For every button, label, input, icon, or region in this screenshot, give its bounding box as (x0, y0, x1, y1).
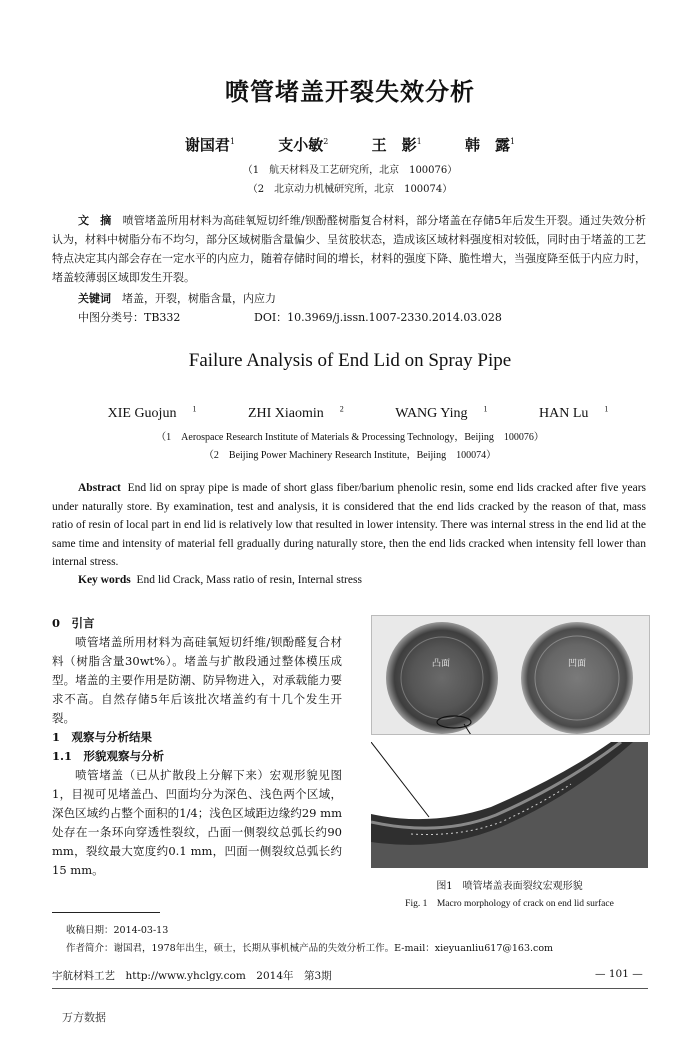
concave-lid (521, 622, 633, 734)
watermark: 万方数据 (62, 1011, 106, 1024)
figure-photo-crack (371, 742, 648, 868)
crack-photo-svg (371, 742, 648, 868)
abstract-cn (52, 211, 646, 287)
subsection-heading: 1.1 形貌观察与分析 (52, 749, 165, 763)
abstract-en-text: End lid on spray pipe is made of short glass fiber/barium phenolic resin, some end lids cracked after five years under naturally store. By examination, test and analysis, it is considered that the end lids cracked by the reason of that, mass ratio of resin of local part in end lid is relatively low that resulted in lower intensity. There was internal stress in the end lid at the same time and intensity of material fell gradually during naturally store, then the end lids cracked when intensity fell lower than internal stress. (52, 482, 647, 569)
title-cn: 喷管堵盖开裂失效分析 (225, 77, 475, 106)
journal-footer: 宇航材料工艺 http://www.yhclgy.com 2014年 第3期 (52, 970, 332, 982)
abstract-cn-text: 喷管堵盖所用材料为高硅氧短切纤维/钡酚醛树脂复合材料，部分堵盖在存储5年后发生开裂。通过失效分析认为，材料中树脂分布不均匀，部分区域树脂含量偏少、呈贫胶状态，造成该区域材料强度相对较低，同时由于堵盖的工艺特点决定其内部会存在一定水平的内应力，随着存储时间的增长，材料的强度下降、脆性增大，当强度降至低于内应力时，堵盖较薄弱区域即发生开裂。 (52, 214, 647, 284)
author-cn: 韩 露$^1$ (464, 136, 516, 154)
authors-en (0, 404, 700, 422)
page-number: — 101 — (595, 968, 643, 980)
keywords-cn: 关键词 堵盖，开裂，树脂含量，内应力 (78, 292, 276, 305)
affiliation-cn: （2 北京动力机械研究所，北京 100074） (247, 184, 453, 195)
author-bio: 作者简介：谢国君，1978年出生，硕士，长期从事机械产品的失效分析工作。E-mail：xieyuanliu617@163.com (66, 943, 554, 954)
paragraph: 喷管堵盖（已从扩散段上分解下来）宏观形貌见图1，目视可见堵盖凸、凹面均分为深色、浅色两个区域，深色区域约占整个面积的1/4；浅色区域距边缘约29 mm处存在一条环向穿透性裂纹，凸面一侧裂纹总弧长约90 mm，裂纹最大宽度约0.1 mm，凹面一侧裂纹总弧长约15 mm。 (52, 768, 342, 877)
body-left-column (52, 614, 342, 880)
abstract-cn-label: 文 摘 (78, 214, 112, 227)
title-en: Failure Analysis of End Lid on Spray Pipe (188, 350, 512, 371)
abstract-en-label: Abstract (78, 482, 121, 494)
footnote-rule (52, 912, 160, 913)
footer-rule (52, 988, 648, 989)
author-cn: 支小敏$^2$ (278, 136, 329, 154)
authors-cn (0, 134, 700, 155)
author-cn: 王 影$^1$ (371, 136, 422, 154)
author-en: HAN Lu $^1$ (538, 404, 609, 421)
affiliation-cn: （1 航天材料及工艺研究所，北京 100076） (242, 165, 458, 176)
author-en: WANG Ying $^1$ (395, 404, 488, 421)
author-en: XIE Guojun $^1$ (107, 404, 197, 421)
figure-caption-cn: 图1 喷管堵盖表面裂纹宏观形貌 (436, 881, 583, 892)
keywords-en: Key words End lid Crack, Mass ratio of resin, Internal stress (78, 574, 362, 586)
paragraph: 喷管堵盖所用材料为高硅氧短切纤维/钡酚醛复合材料（树脂含量30wt%）。堵盖与扩散段通过整体模压成型。堵盖的主要作用是防潮、防异物进入，对承载能力要求不高。自然存储5年后该批次堵盖约有十几个发生开裂。 (52, 635, 342, 725)
section-heading: 1 观察与分析结果 (52, 730, 153, 744)
convex-label: 凸面 (432, 659, 451, 669)
figure-photo-lids (371, 615, 650, 735)
received-date: 收稿日期：2014-03-13 (66, 925, 169, 936)
doi: DOI：10.3969/j.issn.1007-2330.2014.03.028 (254, 311, 502, 324)
classification: 中图分类号：TB332 DOI：10.3969/j.issn.1007-2330.2014.03.028 (78, 311, 502, 324)
abstract-en (52, 479, 646, 572)
section-heading: 0 引言 (52, 616, 95, 630)
author-cn: 谢国君$^1$ (184, 136, 236, 154)
concave-label: 凹面 (568, 659, 587, 669)
affiliation-en: （2 Beijing Power Machinery Research Institute，Beijing 100074） (203, 450, 497, 461)
author-en: ZHI Xiaomin $^2$ (247, 404, 344, 421)
figure-caption-en: Fig. 1 Macro morphology of crack on end lid surface (405, 899, 614, 909)
affiliation-en: （1 Aerospace Research Institute of Materials & Processing Technology，Beijing 100076） (156, 432, 544, 443)
lid-photo-svg (372, 616, 649, 734)
